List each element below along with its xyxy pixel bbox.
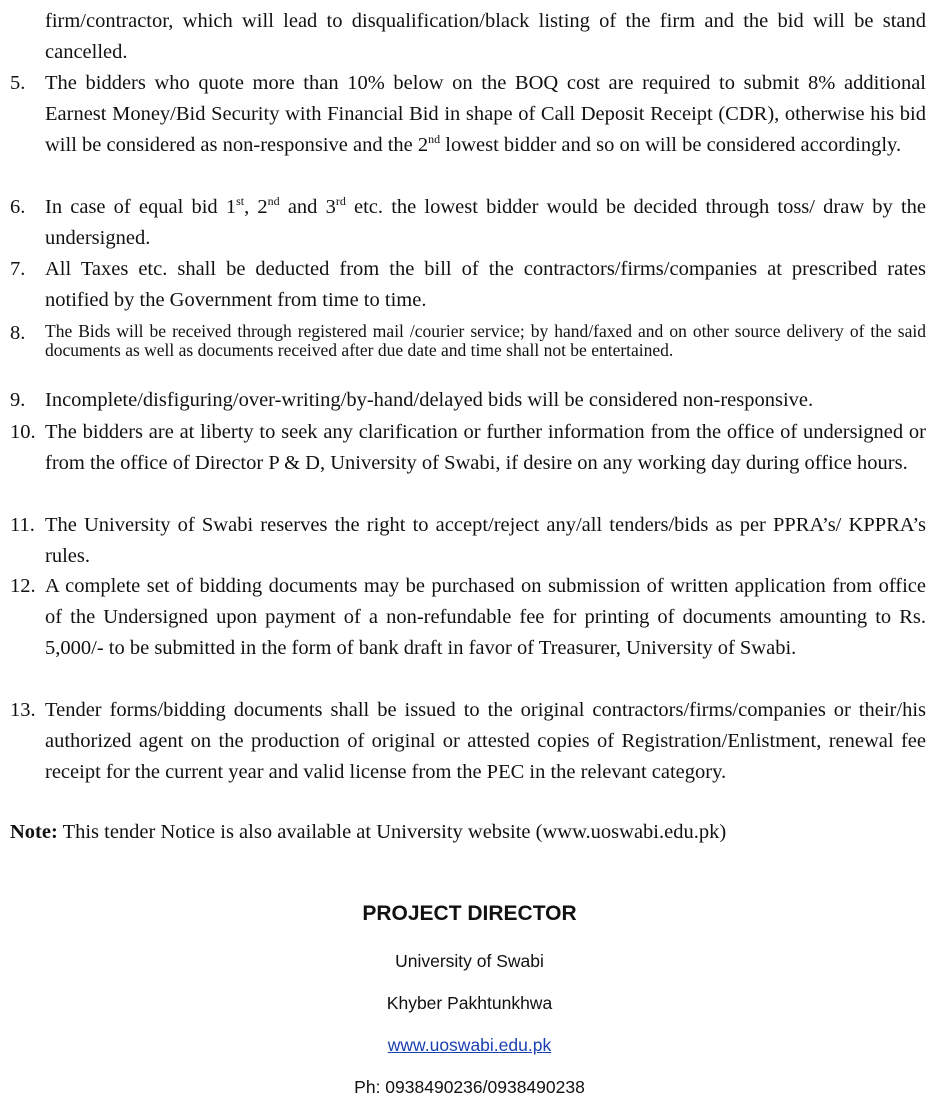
item-number: 12. <box>10 575 36 597</box>
item-number: 8. <box>10 322 26 344</box>
signatory-title: PROJECT DIRECTOR <box>362 902 577 925</box>
item-number: 10. <box>10 421 36 443</box>
item-text: The bidders who quote more than 10% below on the BOQ cost are required to submit 8% additional Earnest Money/Bid Security with Financial Bid in shape of Call Deposit Receipt (CDR), otherwise his bid will be considered as non-responsive and the 2nd lowest bidder and so on will be considered accordingly. <box>45 72 926 156</box>
item-text: A complete set of bidding documents may be purchased on submission of written application from office of the Undersigned upon payment of a non-refundable fee for printing of documents amounting to Rs. 5,000/- to be submitted in the form of bank draft in favor of Treasurer, University of Swabi. <box>45 575 926 659</box>
item-text: In case of equal bid 1st, 2nd and 3rd etc. the lowest bidder would be decided through toss/ draw by the undersigned. <box>45 194 926 249</box>
item-text: The University of Swabi reserves the right to accept/reject any/all tenders/bids as per PPRA’s/ KPPRA’s rules. <box>45 514 926 567</box>
continuation-text: firm/contractor, which will lead to disqualification/black listing of the firm and the bid will be stand cancelled. <box>45 10 926 63</box>
item-text: All Taxes etc. shall be deducted from the bill of the contractors/firms/companies at prescribed rates notified by the Government from time to time. <box>45 258 926 311</box>
phone-number: Ph: 0938490236/0938490238 <box>354 1077 585 1097</box>
item-number: 6. <box>10 196 26 218</box>
note-text: This tender Notice is also available at University website (www.uoswabi.edu.pk) <box>57 821 727 843</box>
website-link[interactable]: www.uoswabi.edu.pk <box>387 1035 552 1055</box>
note-label: Note: <box>10 821 58 843</box>
item-text: Incomplete/disfiguring/over-writing/by-hand/delayed bids will be considered non-responsive. <box>45 389 814 411</box>
item-number: 7. <box>10 258 26 280</box>
signatory-organization: University of Swabi <box>395 951 544 971</box>
item-number: 5. <box>10 72 26 94</box>
note-line <box>10 817 926 848</box>
item-number: 9. <box>10 389 26 411</box>
item-number: 13. <box>10 699 36 721</box>
item-text: The Bids will be received through registered mail /courier service; by hand/faxed and on other source delivery of the said documents as well as documents received after due date and time shall not be entertained. <box>45 321 926 360</box>
signatory-province: Khyber Pakhtunkhwa <box>386 993 553 1013</box>
item-text: Tender forms/bidding documents shall be issued to the original contractors/firms/companies or their/his authorized agent on the production of original or attested copies of Registration/Enlistment, renewal fee receipt for the current year and valid license from the PEC in the relevant category. <box>45 699 926 783</box>
item-number: 11. <box>10 514 35 536</box>
item-text: The bidders are at liberty to seek any clarification or further information from the office of undersigned or from the office of Director P & D, University of Swabi, if desire on any working day during office hours. <box>45 421 926 474</box>
